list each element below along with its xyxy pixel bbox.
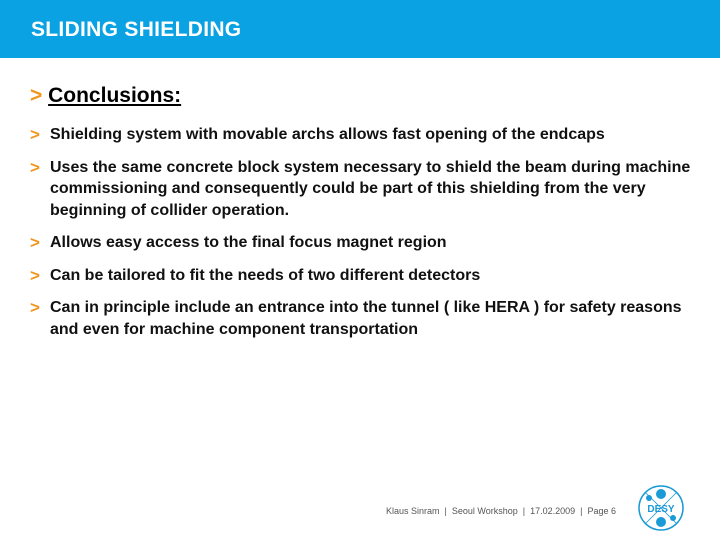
section-heading <box>30 84 181 108</box>
bullet-list <box>30 124 700 351</box>
bullet-text: Can in principle include an entrance into the tunnel ( like HERA ) for safety reasons and even for machine component transportation <box>50 299 682 338</box>
chevron-right-icon: > <box>30 233 40 252</box>
chevron-right-icon: > <box>30 298 40 317</box>
bullet-text: Uses the same concrete block system necessary to shield the beam during machine commissioning and consequently could be part of this shielding from the very beginning of collider operation. <box>50 158 691 219</box>
svg-text:DESY: DESY <box>647 504 675 515</box>
bullet-item <box>30 232 700 254</box>
bullet-item <box>30 297 700 340</box>
chevron-right-icon: > <box>30 84 43 107</box>
bullet-text: Can be tailored to fit the needs of two different detectors <box>50 266 481 284</box>
chevron-right-icon: > <box>30 265 40 285</box>
bullet-item <box>30 157 700 222</box>
chevron-right-icon: > <box>30 125 40 144</box>
heading-label: Conclusions: <box>48 84 182 107</box>
footer-text: Klaus Sinram | Seoul Workshop | 17.02.2009 | Page 6 <box>386 506 616 516</box>
slide-title: SLIDING SHIELDING <box>31 18 242 41</box>
chevron-right-icon: > <box>30 157 40 177</box>
bullet-item <box>30 265 700 287</box>
title-bar <box>0 0 720 58</box>
desy-logo-icon <box>637 484 685 532</box>
bullet-text: Shielding system with movable archs allows fast opening of the endcaps <box>50 126 605 143</box>
bullet-item <box>30 124 700 146</box>
bullet-text: Allows easy access to the final focus magnet region <box>50 234 447 251</box>
